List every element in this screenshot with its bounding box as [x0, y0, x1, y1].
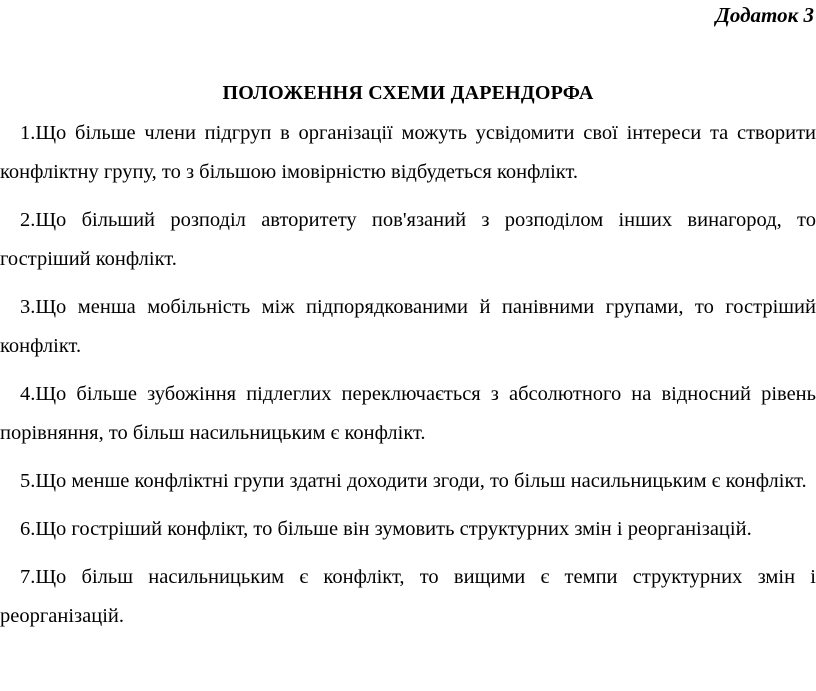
- paragraph-2: 2.Що більший розподіл авторитету пов'язаний з розподілом інших винагород, то гостріший конфлікт.: [0, 209, 816, 270]
- paragraph-5: 5.Що менше конфліктні групи здатні доходити згоди, то більш насильницьким є конфлікт.: [20, 470, 807, 492]
- paragraph-6: 6.Що гостріший конфлікт, то більше він зумовить структурних змін і реорганізацій.: [20, 518, 752, 540]
- document-body: [0, 114, 816, 645]
- paragraph-1: 1.Що більше члени підгруп в організації можуть усвідомити свої інтереси та створити конфліктну групу, то з більшою імовірністю відбудеться конфлікт.: [0, 122, 816, 183]
- appendix-label: Додаток 3: [715, 3, 814, 27]
- page-title: ПОЛОЖЕННЯ СХЕМИ ДАРЕНДОРФА: [222, 82, 594, 104]
- paragraph-4: 4.Що більше зубожіння підлеглих переключається з абсолютного на відносний рівень порівняння, то більш насильницьким є конфлікт.: [0, 383, 816, 444]
- paragraph-3: 3.Що менша мобільність між підпорядкованими й панівними групами, то гостріший конфлікт.: [0, 296, 816, 357]
- paragraph-7: 7.Що більш насильницьким є конфлікт, то вищими є темпи структурних змін і реорганізацій.: [0, 566, 816, 627]
